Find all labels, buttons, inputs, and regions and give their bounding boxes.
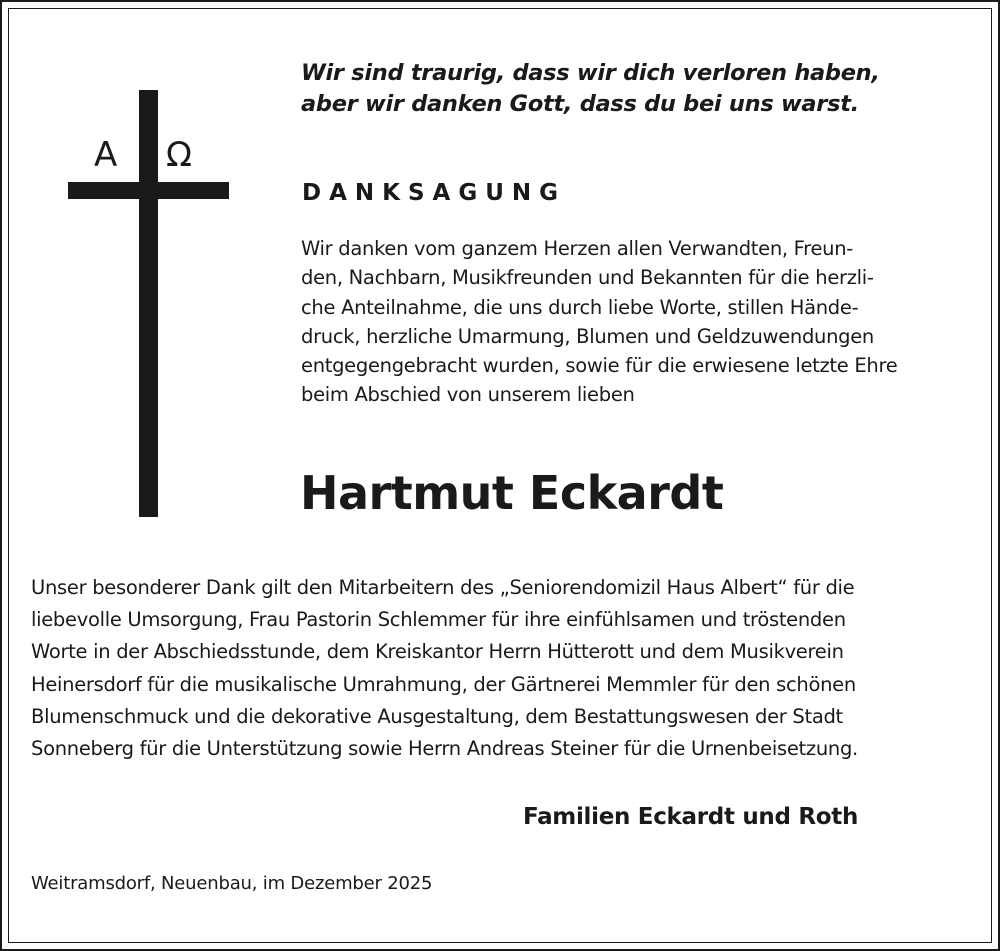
paragraph-line: druck, herzliche Umarmung, Blumen und Geldzuwendungen bbox=[301, 324, 874, 348]
paragraph-line: den, Nachbarn, Musikfreunden und Bekannten für die herzli- bbox=[301, 266, 874, 290]
paragraph-line: Worte in der Abschiedsstunde, dem Kreiskantor Herrn Hütterott und dem Musikverein bbox=[31, 640, 844, 664]
heading-danksagung: DANKSAGUNG bbox=[302, 180, 567, 206]
motto-line: aber wir danken Gott, dass du bei uns warst. bbox=[301, 91, 859, 117]
family-signature: Familien Eckardt und Roth bbox=[523, 804, 859, 830]
paragraph-line: Sonneberg für die Unterstützung sowie Herrn Andreas Steiner für die Urnenbeisetzung. bbox=[31, 737, 858, 761]
paragraph-line: Blumenschmuck und die dekorative Ausgestaltung, dem Bestattungswesen der Stadt bbox=[31, 704, 843, 728]
deceased-name: Hartmut Eckardt bbox=[300, 466, 724, 520]
paragraph-line: entgegengebracht wurden, sowie für die erwiesene letzte Ehre bbox=[301, 354, 898, 378]
place-and-date: Weitramsdorf, Neuenbau, im Dezember 2025 bbox=[31, 873, 433, 894]
omega-letter: Ω bbox=[166, 135, 192, 175]
special-thanks-paragraph bbox=[31, 572, 981, 765]
paragraph-line: liebevolle Umsorgung, Frau Pastorin Schlemmer für ihre einfühlsamen und tröstenden bbox=[31, 608, 846, 632]
paragraph-line: Wir danken vom ganzem Herzen allen Verwandten, Freun- bbox=[301, 237, 854, 260]
alpha-letter: A bbox=[94, 135, 118, 175]
motto-line: Wir sind traurig, dass wir dich verloren haben, bbox=[301, 60, 880, 86]
cross-vertical-beam bbox=[139, 90, 158, 517]
thanks-intro-paragraph bbox=[301, 234, 981, 410]
paragraph-line: Heinersdorf für die musikalische Umrahmung, der Gärtnerei Memmler für den schönen bbox=[31, 672, 856, 696]
motto-quote bbox=[301, 58, 941, 120]
paragraph-line: beim Abschied von unserem lieben bbox=[301, 383, 635, 407]
paragraph-line: Unser besonderer Dank gilt den Mitarbeitern des „Seniorendomizil Haus Albert“ für die bbox=[31, 576, 855, 599]
paragraph-line: che Anteilnahme, die uns durch liebe Worte, stillen Hände- bbox=[301, 295, 859, 319]
cross-horizontal-beam bbox=[68, 182, 229, 199]
cross-symbol bbox=[0, 0, 300, 560]
